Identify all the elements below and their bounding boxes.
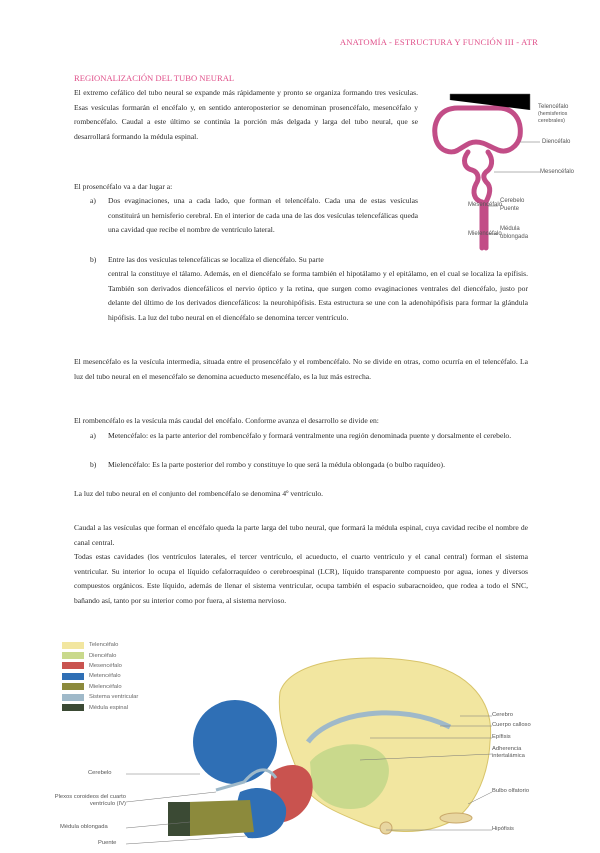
legend-label: Telencéfalo	[89, 642, 119, 649]
legend-label: Mesencéfalo	[89, 662, 122, 669]
legend-item	[62, 671, 138, 681]
mesencefalo-left-label: Mesencéfalo	[468, 202, 503, 208]
brain-label-medula: Médula oblongada	[60, 824, 108, 830]
telencefalo-label: Telencéfalo	[538, 104, 569, 110]
list-marker: b)	[90, 460, 97, 469]
list-item	[90, 429, 528, 444]
brain-label-hipofisis: Hipófisis	[492, 826, 514, 832]
brain-legend	[62, 640, 138, 713]
diencefalo-label: Diencéfalo	[542, 139, 571, 145]
brain-label-adherencia: Adherencia	[492, 746, 522, 752]
legend-swatch	[62, 673, 84, 680]
list-marker: b)	[90, 255, 97, 264]
rombencefalo-lead: El rombencéfalo es la vesícula más caudal del encéfalo. Conforme avanza el desarrollo se divide en:	[74, 416, 379, 425]
cerebelo-label: Cerebelo	[500, 198, 525, 204]
legend-swatch	[62, 652, 84, 659]
list-item	[90, 194, 418, 238]
legend-swatch	[62, 683, 84, 690]
mesencefalo-paragraph: El mesencéfalo es la vesícula intermedia, situada entre el prosencéfalo y el rombencéfalo. No se divide en otras, como ocurría en el telencéfalo. La luz del tubo neural en el mesencéfalo se denomina acueducto mesencéfalo, es la luz más estrecha.	[74, 357, 528, 381]
caudal-paragraph: Caudal a las vesículas que forman el encéfalo queda la parte larga del tubo neural, que formará la médula espinal, cuya cavidad recibe el nombre de canal central.	[74, 523, 528, 547]
brain-label-intertalamica: intertalámica	[492, 753, 525, 759]
legend-label: Sistema ventricular	[89, 694, 139, 701]
list-marker: a)	[90, 431, 96, 440]
telencefalo-sub-label: (hemisferios cerebrales)	[538, 111, 568, 124]
section-title: REGIONALIZACIÓN DEL TUBO NEURAL	[74, 73, 235, 83]
rombencefalo-closing: La luz del tubo neural en el conjunto del rombencéfalo se denomina 4º ventrículo.	[74, 489, 324, 498]
brain-label-puente: Puente	[98, 840, 117, 846]
brain-label-plexos-2: ventrículo (IV)	[89, 801, 126, 807]
ventricular-paragraph: Todas estas cavidades (los ventrículos laterales, el tercer ventrículo, el acueducto, el cuarto ventrículo y el canal central) forman el sistema ventricular. Su interior lo ocupa el líquido cefalorraquídeo o cerebroespinal (LCR), líquido transparente compuesto por agua, iones y diversos compuestos orgánicos. Este líquido, además de llenar el sistema ventricular, ocupa también el espacio subaracnoideo, que rodea a todo el SNC, bañando así, tanto por su interior como por fuera, al sistema nervioso.	[74, 552, 528, 605]
legend-label: Diencéfalo	[89, 652, 117, 659]
list-item-text: Entre las dos vesículas telencefálicas se localiza el diencéfalo. Su parte	[108, 255, 324, 264]
legend-swatch	[62, 694, 84, 701]
brain-label-bulbo: Bulbo olfatorio	[492, 788, 530, 794]
intro-paragraph: El extremo cefálico del tubo neural se expande más rápidamente y pronto se organiza formando tres vesículas. Esas vesículas formarán el encéfalo y, en sentido anteroposterior se denominan prosencéfalo, mesencéfalo y rombencéfalo. Caudal a este último se continúa la porción más delgada y larga del tubo neural, que se desarrollará formando la médula espinal.	[74, 88, 418, 141]
legend-label: Mielencéfalo	[89, 683, 122, 690]
medula-label: Médula	[500, 226, 520, 232]
puente-label: Puente	[500, 206, 520, 212]
brain-label-cerebro: Cerebro	[492, 712, 513, 718]
oblongada-label: oblongada	[500, 234, 529, 240]
legend-label: Metencéfalo	[89, 673, 121, 680]
list-item	[90, 253, 418, 268]
legend-item	[62, 702, 138, 712]
list-item	[90, 458, 528, 473]
list-item-text: Mielencéfalo: Es la parte posterior del rombo y constituye lo que será la médula oblongada (o bulbo raquídeo).	[108, 460, 445, 469]
neural-tube-figure	[428, 80, 575, 255]
legend-swatch	[62, 704, 84, 711]
brain-label-cerebelo: Cerebelo	[88, 770, 112, 776]
legend-item	[62, 682, 138, 692]
brain-label-epifisis: Epífisis	[492, 734, 511, 740]
mielencefalo-label: Mielencéfalo	[468, 231, 502, 237]
legend-swatch	[62, 642, 84, 649]
legend-item	[62, 661, 138, 671]
page-header: ANATOMÍA - ESTRUCTURA Y FUNCIÓN III - ATR	[339, 37, 538, 47]
brain-label-cuerpo-calloso: Cuerpo calloso	[492, 722, 531, 728]
legend-item	[62, 692, 138, 702]
list-item-continued: central la constituye el tálamo. Además, en el diencéfalo se forma también el hipotálamo y el epitálamo, en el cual se localiza la epífisis. También son derivados diencefálicos el nervio óptico y la retina, que surgen como evaginaciones ventrales del diencéfalo, justo por delante del último de los derivados diencefálicos: la neurohipófisis. Esta estructura se une con la adenohipófisis para formar la glándula hipófisis. La luz del tubo neural en el diencéfalo se denomina tercer ventrículo.	[108, 269, 528, 322]
legend-label: Médula espinal	[89, 704, 128, 711]
legend-swatch	[62, 662, 84, 669]
mesencefalo-label: Mesencéfalo	[540, 169, 575, 175]
brain-label-plexos: Plexos coroideos del cuarto	[54, 794, 126, 800]
prosencefalo-lead: El prosencéfalo va a dar lugar a:	[74, 182, 173, 191]
list-marker: a)	[90, 196, 96, 205]
legend-item	[62, 640, 138, 650]
legend-item	[62, 650, 138, 660]
list-item-text: Dos evaginaciones, una a cada lado, que forman el telencéfalo. Cada una de estas vesículas constituirá un hemisferio cerebral. En el interior de cada una de las dos vesículas telencefálicas queda una cavidad que recibe el nombre de ventrículo lateral.	[108, 196, 418, 235]
list-item-text: Metencéfalo: es la parte anterior del rombencéfalo y formará ventralmente una región denominada puente y dorsalmente el cerebelo.	[108, 431, 512, 440]
